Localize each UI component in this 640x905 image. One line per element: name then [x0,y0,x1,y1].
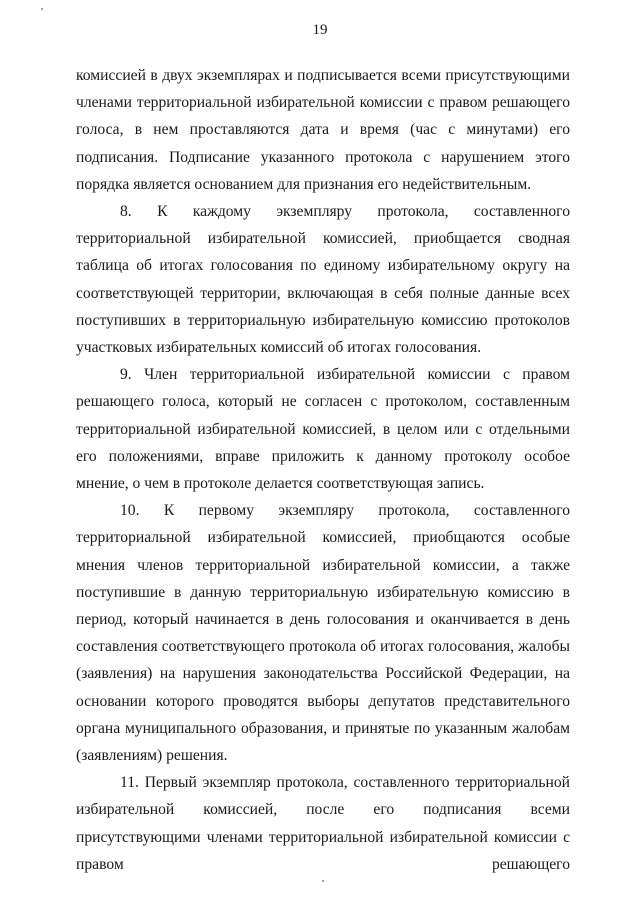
scan-speck [322,880,324,882]
paragraph-8: 8. К каждому экземпляру протокола, составленного территориальной избирательной комиссией, приобщается сводная таблица об итогах голосования по единому избирательному округу на соответствующей территории, включающая в себя полные данные всех поступивших в территориальную избирательную комиссию протоколов участковых избирательных комиссий об итогах голосования. [76,203,570,357]
document-body [76,62,570,878]
paragraph-continuation: комиссией в двух экземплярах и подписывается всеми присутствующими членами территориальной избирательной комиссии с правом решающего голоса, в нем проставляются дата и время (час с минутами) его подписания. Подписание указанного протокола с нарушением этого порядка является основанием для признания его недействительным. [76,67,570,193]
page-number: 19 [312,22,328,38]
scan-speck [41,8,43,10]
paragraph-10: 10. К первому экземпляру протокола, составленного территориальной избирательной комиссией, приобщаются особые мнения членов территориальной избирательной комиссии, а также поступившие в данную территориальную избирательную комиссию в период, который начинается в день голосования и оканчивается в день составления соответствующего протокола об итогах голосования, жалобы (заявления) на нарушения законодательства Российской Федерации, на основании которого проводятся выборы депутатов представительного органа муниципального образования, и принятые по указанным жалобам (заявлениям) решения. [76,502,570,765]
paragraph-9: 9. Член территориальной избирательной комиссии с правом решающего голоса, который не согласен с протоколом, составленным территориальной избирательной комиссией, в целом или с отдельными его положениями, вправе приложить к данному протоколу особое мнение, о чем в протоколе делается соответствующая запись. [76,366,570,493]
paragraph-11: 11. Первый экземпляр протокола, составленного территориальной избирательной комиссией, после его подписания всеми присутствующими членами территориальной избирательной комиссии с правом решающего [76,774,570,873]
